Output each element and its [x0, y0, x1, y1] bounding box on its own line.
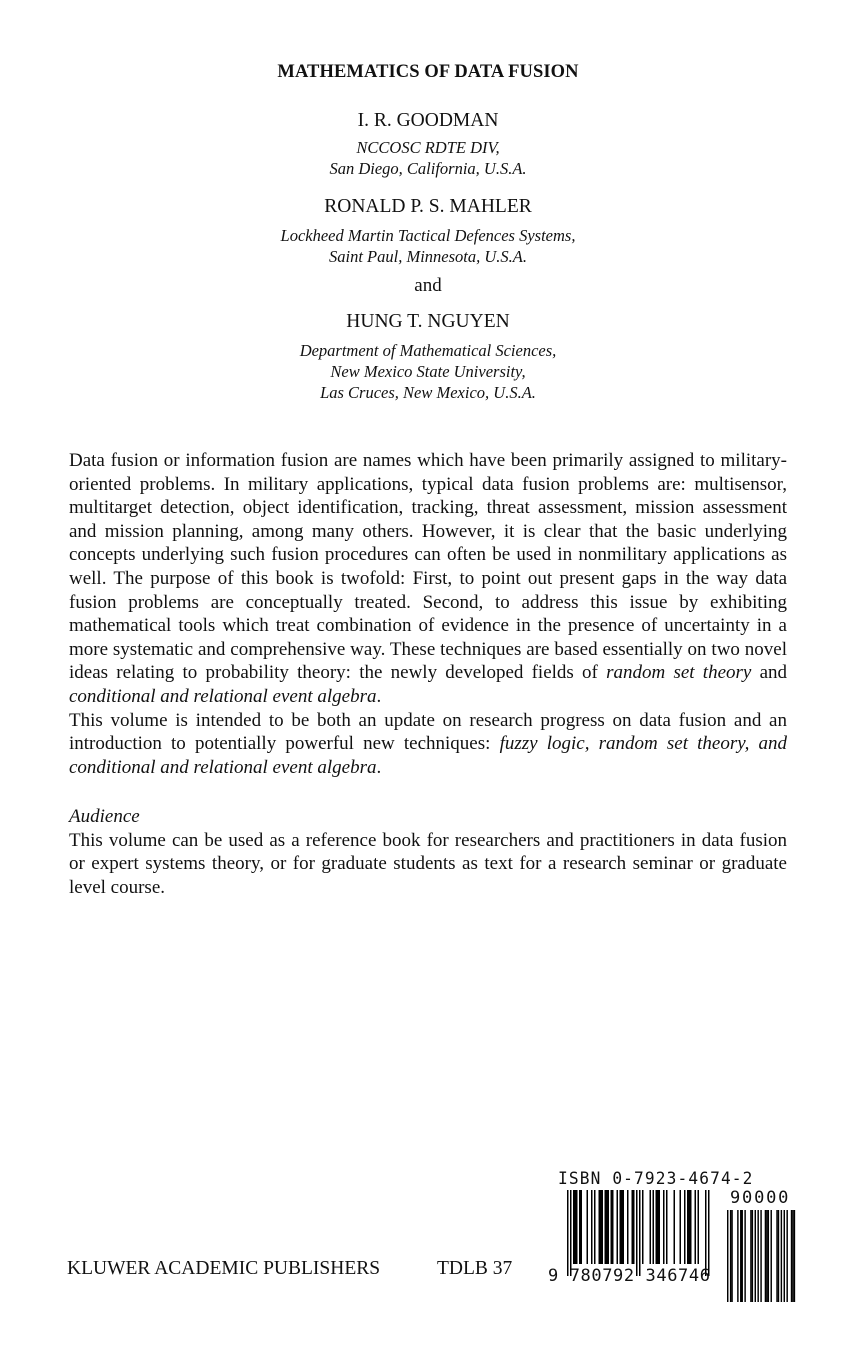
addon-bar: [750, 1210, 751, 1302]
addon-bar: [771, 1210, 772, 1302]
addon-bar: [768, 1210, 769, 1302]
barcode-bar: [650, 1190, 652, 1264]
barcode-bar: [687, 1190, 689, 1264]
barcode-bar: [674, 1190, 676, 1264]
barcode-bar: [690, 1190, 692, 1264]
barcode-bar: [627, 1190, 629, 1264]
affiliation-line: Department of Mathematical Sciences,: [299, 341, 557, 360]
barcode-bar: [639, 1190, 641, 1276]
addon-bar: [792, 1210, 793, 1302]
barcode-bar: [653, 1190, 655, 1264]
blurb-text: This volume is intended to be both an update on research progress on data fusion and an introduction to potentially powerful new techniques:: [69, 709, 787, 755]
barcode-bar: [666, 1190, 668, 1264]
addon-bar: [781, 1210, 782, 1302]
addon-bar: [730, 1210, 731, 1302]
ean-first-digit: 9: [548, 1266, 559, 1286]
barcode-bar: [656, 1190, 658, 1264]
barcode-bar: [581, 1190, 583, 1264]
addon-bars: [727, 1210, 795, 1302]
addon-bar: [757, 1210, 758, 1302]
isbn-label: ISBN 0-7923-4674-2: [558, 1169, 754, 1189]
barcode-bar: [680, 1190, 682, 1264]
barcode-bar: [617, 1190, 619, 1264]
author-name: HUNG T. NGUYEN: [346, 311, 510, 332]
audience-heading: Audience: [69, 806, 140, 827]
barcode-bar: [632, 1190, 634, 1264]
barcode-bar: [611, 1190, 613, 1264]
barcode-bar: [708, 1190, 710, 1276]
series-code: TDLB 37: [437, 1258, 513, 1279]
barcode-bar: [567, 1190, 569, 1276]
barcode-bar: [620, 1190, 622, 1264]
barcode-bar: [698, 1190, 700, 1264]
addon-bar: [760, 1210, 761, 1302]
addon-bar: [737, 1210, 738, 1302]
barcode-bar: [599, 1190, 601, 1264]
ean-left-digits: 780792: [569, 1266, 635, 1286]
addon-bar: [776, 1210, 777, 1302]
affiliation-line: New Mexico State University,: [330, 362, 526, 381]
barcode-bar: [633, 1190, 635, 1264]
barcode-bar: [576, 1190, 578, 1264]
affiliation-line: Las Cruces, New Mexico, U.S.A.: [320, 383, 536, 402]
barcode-bar: [606, 1190, 608, 1264]
addon-bar: [766, 1210, 767, 1302]
author-name: RONALD P. S. MAHLER: [324, 196, 532, 217]
addon-bar: [765, 1210, 766, 1302]
affiliation-line: Lockheed Martin Tactical Defences Systems,: [280, 226, 576, 245]
audience-text: This volume can be used as a reference book for researchers and practitioners in data fusion or expert systems theory, or for graduate students as text for a research seminar or graduate level course.: [69, 829, 787, 898]
addon-bar: [755, 1210, 756, 1302]
addon-bar: [752, 1210, 753, 1302]
barcode-bar: [705, 1190, 707, 1276]
barcode-bar: [605, 1190, 607, 1264]
barcode-bar: [587, 1190, 589, 1264]
addon-bar: [791, 1210, 792, 1302]
blurb-text: .: [376, 756, 382, 778]
emphasis: random set theory: [606, 662, 752, 684]
barcode-bar: [573, 1190, 575, 1264]
barcode-bar: [612, 1190, 614, 1264]
blurb-text: and: [751, 662, 788, 684]
author-name: I. R. GOODMAN: [357, 110, 499, 131]
barcode-bar: [591, 1190, 593, 1264]
conjunction: and: [414, 275, 442, 296]
affiliation-line: Saint Paul, Minnesota, U.S.A.: [329, 247, 527, 266]
publisher-name: KLUWER ACADEMIC PUBLISHERS: [67, 1258, 381, 1279]
barcode-bar: [695, 1190, 697, 1264]
addon-bar: [740, 1210, 741, 1302]
addon-bar: [786, 1210, 787, 1302]
addon-bar: [794, 1210, 795, 1302]
barcode-bar: [600, 1190, 602, 1264]
blurb-text: .: [376, 685, 382, 707]
ean-digits: [548, 1266, 711, 1286]
barcode-bar: [659, 1190, 661, 1264]
blurb-text: Data fusion or information fusion are names which have been primarily assigned to military-oriented problems. In military applications, typical data fusion problems are: multisensor, multitarget detection, object identification, tracking, threat assessment, mission assessment and mission planning, among many others. However, it is clear that the basic underlying concepts underlying such fusion procedures can often be used in nonmilitary applications as well. The purpose of this book is twofold: First, to point out present gaps in the way data fusion problems are conceptually treated. Second, to address this issue by exhibiting mathematical tools which treat combination of evidence in the presence of uncertainty in a more systematic and comprehensive way. These techniques are based essentially on two novel ideas relating to probability theory: the newly developed fields of: [69, 450, 787, 684]
addon-digits: 90000: [730, 1188, 791, 1208]
barcode-bar: [579, 1190, 581, 1264]
emphasis: conditional and relational event algebra: [69, 685, 377, 707]
barcode-bar: [623, 1190, 625, 1264]
affiliation-line: NCCOSC RDTE DIV,: [356, 138, 500, 157]
barcode-bar: [689, 1190, 691, 1264]
barcode-bar: [684, 1190, 686, 1264]
barcode-bar: [575, 1190, 577, 1264]
addon-bar: [744, 1210, 745, 1302]
barcode-bar: [602, 1190, 604, 1264]
barcode-bar: [608, 1190, 610, 1264]
ean-right-digits: 346746: [645, 1266, 711, 1286]
addon-bar: [727, 1210, 728, 1302]
emphasis: fuzzy logic, random set theory, and conditional and relational event algebra: [69, 733, 788, 778]
addon-bar: [778, 1210, 779, 1302]
barcode-bar: [657, 1190, 659, 1264]
barcode-bar: [636, 1190, 638, 1276]
book-title: MATHEMATICS OF DATA FUSION: [277, 62, 579, 82]
barcode-bar: [642, 1190, 644, 1264]
barcode-bar: [594, 1190, 596, 1264]
barcode-bar: [570, 1190, 572, 1276]
barcode-bar: [663, 1190, 665, 1264]
addon-bar: [731, 1210, 732, 1302]
addon-bar: [784, 1210, 785, 1302]
ean13-bars: [567, 1190, 710, 1276]
affiliation-line: San Diego, California, U.S.A.: [329, 159, 527, 178]
addon-bar: [742, 1210, 743, 1302]
barcode-bar: [621, 1190, 623, 1264]
